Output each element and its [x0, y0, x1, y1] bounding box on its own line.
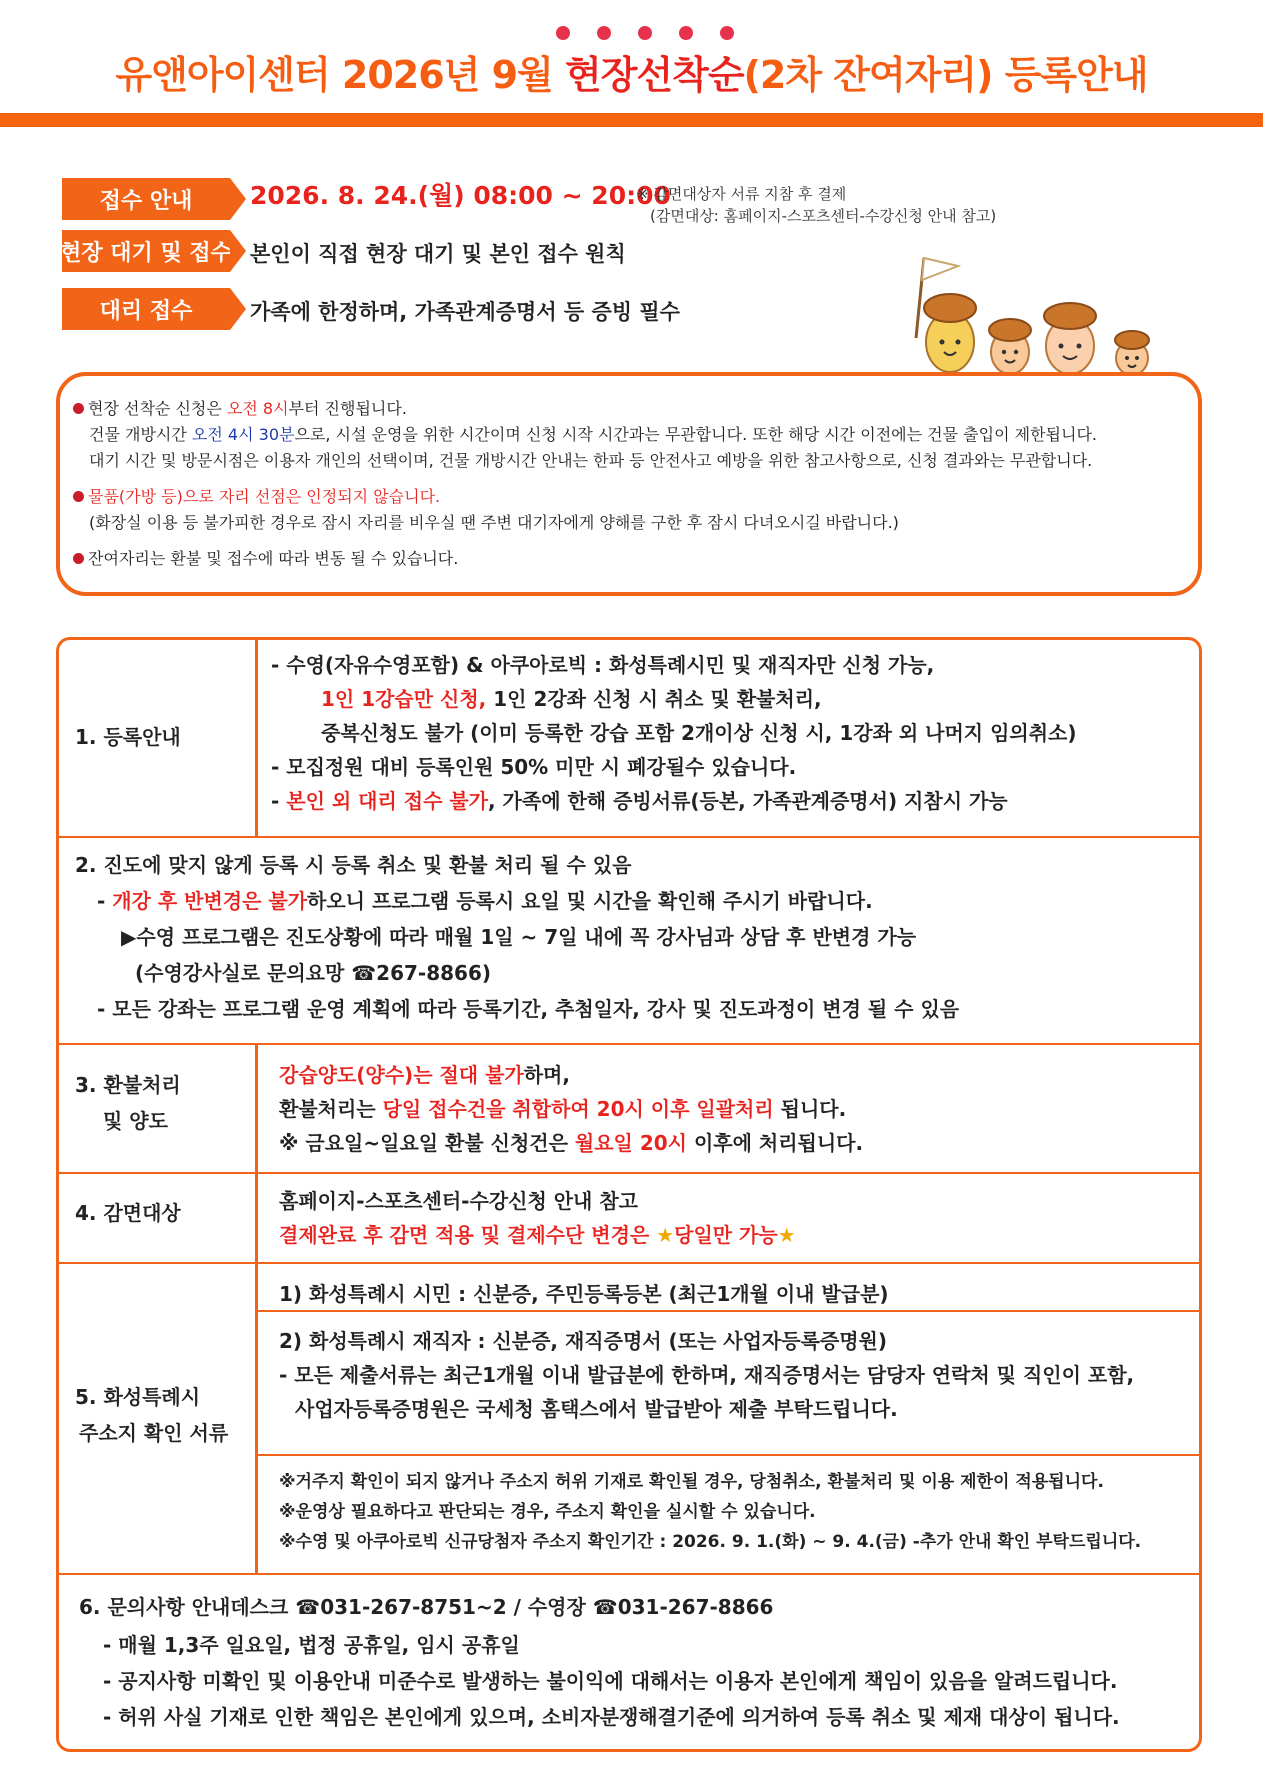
star-icon: ★ — [777, 1223, 796, 1247]
row-divider — [59, 1172, 1199, 1174]
notice-text: 건물 개방시간 — [89, 425, 192, 444]
s1-text: , 가족에 한해 증빙서류(등본, 가족관계증명서) 지참시 가능 — [488, 789, 1008, 813]
notice-item-1 — [73, 396, 1192, 422]
section-3-label-line-2: 및 양도 — [103, 1109, 168, 1133]
s6-line-3: - 공지사항 미확인 및 이용안내 미준수로 발생하는 불이익에 대해서는 이용자 본인에게 책임이 있음을 알려드립니다. — [103, 1669, 1118, 1693]
registration-info-table — [56, 637, 1202, 1752]
s3-text: ※ 금요일~일요일 환불 신청건은 — [279, 1131, 575, 1155]
title-emphasis: 현장선착순 — [565, 53, 744, 97]
notice-text: 잔여자리는 환불 및 접수에 따라 변동 될 수 있습니다. — [88, 549, 459, 568]
notice-item-2 — [73, 484, 1192, 510]
bullet-icon — [73, 553, 84, 564]
notice-highlight: 오전 8시 — [226, 399, 289, 418]
tag-reception-info: 접수 안내 — [62, 178, 230, 220]
notice-box — [56, 372, 1202, 596]
acorn-character-4 — [1115, 331, 1149, 375]
s2-line-5: - 모든 강좌는 프로그램 운영 계획에 따라 등록기간, 추첨일자, 강사 및 진도과정이 변경 될 수 있음 — [97, 997, 960, 1021]
s4-line-1: 홈페이지-스포츠센터-수강신청 안내 참고 — [279, 1189, 638, 1213]
s5-b-line-1: 2) 화성특례시 재직자 : 신분증, 재직증명서 (또는 사업자등록증명원) — [279, 1329, 887, 1353]
bullet-icon — [73, 403, 84, 414]
section-5-label-line-2: 주소지 확인 서류 — [79, 1421, 229, 1445]
title-underline-bar — [0, 113, 1263, 127]
s2-line-4: (수영강사실로 문의요망 ☎267-8866) — [135, 961, 492, 985]
s2-highlight: 개강 후 반변경은 불가 — [112, 889, 308, 913]
row-divider — [59, 836, 1199, 838]
s6-line-2: - 매월 1,3주 일요일, 법정 공휴일, 임시 공휴일 — [103, 1633, 520, 1657]
notice-text: 부터 진행됩니다. — [288, 399, 407, 418]
s1-text: - — [271, 789, 287, 813]
row-divider — [59, 1043, 1199, 1045]
s5-a-line-1: 1) 화성특례시 시민 : 신분증, 주민등록등본 (최근1개월 이내 발급분) — [279, 1282, 889, 1306]
tag-proxy-reception: 대리 접수 — [62, 288, 230, 330]
s1-line-1: - 수영(자유수영포함) & 아쿠아로빅 : 화성특례시민 및 재직자만 신청 가능, — [271, 653, 935, 677]
section-1-label: 1. 등록안내 — [75, 725, 181, 749]
acorn-mascots-illustration — [910, 250, 1170, 375]
reception-datetime: 2026. 8. 24.(월) 08:00 ~ 20:00 — [250, 181, 671, 210]
s5-b-line-2: - 모든 제출서류는 최근1개월 이내 발급분에 한하며, 재직증명서는 담당자 연락처 및 직인이 포함, — [279, 1363, 1135, 1387]
s6-line-1: 6. 문의사항 안내데스크 ☎031-267-8751~2 / 수영장 ☎031-267-8866 — [79, 1595, 774, 1619]
s2-line-3: ▶수영 프로그램은 진도상황에 따라 매월 1일 ~ 7일 내에 꼭 강사님과 상담 후 반변경 가능 — [121, 925, 917, 949]
notice-item-2-line-2: (화장실 이용 등 불가피한 경우로 잠시 자리를 비우실 땐 주변 대기자에게 양해를 구한 후 잠시 다녀오시길 바랍니다.) — [89, 513, 899, 532]
row-divider — [59, 1573, 1199, 1575]
s3-line-1 — [279, 1058, 570, 1092]
s1-line-4: - 모집정원 대비 등록인원 50% 미만 시 폐강될수 있습니다. — [271, 755, 797, 779]
s3-highlight: 월요일 20시 — [574, 1131, 687, 1155]
s6-line-4: - 허위 사실 기재로 인한 책임은 본인에게 있으며, 소비자분쟁해결기준에 의거하여 등록 취소 및 제재 대상이 됩니다. — [103, 1705, 1120, 1729]
notice-item-3 — [73, 546, 1192, 572]
column-divider — [255, 640, 258, 837]
row-divider — [255, 1310, 1202, 1312]
s3-text: 됩니다. — [773, 1097, 847, 1121]
s1-line-2 — [321, 682, 822, 716]
s4-line-2 — [279, 1218, 796, 1252]
star-icon: ★ — [656, 1223, 675, 1247]
proxy-reception-text: 가족에 한정하며, 가족관계증명서 등 증빙 필수 — [250, 300, 680, 324]
notice-highlight: 물품(가방 등)으로 자리 선점은 인정되지 않습니다. — [88, 487, 441, 506]
section-3-label-line-1: 3. 환불처리 — [75, 1073, 181, 1097]
acorn-character-2 — [989, 319, 1031, 374]
s3-text: 이후에 처리됩니다. — [686, 1131, 864, 1155]
reception-note-1: ※ 감면대상자 서류 지참 후 결제 — [636, 185, 847, 203]
acorn-character-3 — [1044, 303, 1096, 374]
s3-line-3 — [279, 1126, 863, 1160]
s1-text: 1인 2강좌 신청 시 취소 및 환불처리, — [486, 687, 822, 711]
s5-c-line-2: ※운영상 필요하다고 판단되는 경우, 주소지 확인을 실시할 수 있습니다. — [279, 1502, 816, 1522]
bullet-icon — [73, 491, 84, 502]
title-part1: 유앤아이센터 2026년 9월 — [115, 53, 565, 97]
notice-highlight-blue: 오전 4시 30분 — [191, 425, 295, 444]
notice-text: 으로, 시설 운영을 위한 시간이며 신청 시작 시간과는 무관합니다. 또한 해당 시간 이전에는 건물 출입이 제한됩니다. — [294, 425, 1097, 444]
s2-text: 하오니 프로그램 등록시 요일 및 시간을 확인해 주시기 바랍니다. — [307, 889, 873, 913]
s4-highlight: 당일만 가능 — [674, 1223, 778, 1247]
s2-line-1: 2. 진도에 맞지 않게 등록 시 등록 취소 및 환불 처리 될 수 있음 — [75, 853, 632, 877]
notice-item-1-line-3: 대기 시간 및 방문시점은 이용자 개인의 선택이며, 건물 개방시간 안내는 한파 등 안전사고 예방을 위한 참고사항으로, 신청 결과와는 무관합니다. — [89, 451, 1093, 470]
s3-text: 환불처리는 — [279, 1097, 383, 1121]
s2-line-2 — [97, 884, 873, 918]
s3-highlight: 강습양도(양수)는 절대 불가 — [279, 1063, 524, 1087]
section-4-label: 4. 감면대상 — [75, 1201, 181, 1225]
s1-line-5 — [271, 784, 1008, 818]
reception-note-2: (감면대상: 홈페이지-스포츠센터-수강신청 안내 참고) — [650, 207, 997, 225]
title-part2: (2차 잔여자리) 등록안내 — [743, 53, 1148, 97]
s3-line-2 — [279, 1092, 846, 1126]
s3-text: 하며, — [523, 1063, 570, 1087]
s5-b-line-3: 사업자등록증명원은 국세청 홈택스에서 발급받아 제출 부탁드립니다. — [295, 1397, 898, 1421]
notice-text: 현장 선착순 신청은 — [88, 399, 227, 418]
row-divider — [59, 1262, 1199, 1264]
s5-c-line-1: ※거주지 확인이 되지 않거나 주소지 허위 기재로 확인될 경우, 당첨취소, 환불처리 및 이용 제한이 적용됩니다. — [279, 1472, 1104, 1492]
s2-text: - — [97, 889, 113, 913]
s4-highlight: 결제완료 후 감면 적용 및 결제수단 변경은 — [279, 1223, 657, 1247]
tag-onsite-waiting: 현장 대기 및 접수 — [62, 230, 230, 272]
notice-item-1-line-2 — [73, 422, 1192, 448]
emphasis-dots — [556, 26, 736, 42]
row-divider — [255, 1454, 1202, 1456]
page-title — [0, 44, 1263, 99]
acorn-character-1 — [924, 294, 976, 372]
section-5-label-line-1: 5. 화성특례시 — [75, 1385, 201, 1409]
s1-highlight: 1인 1강습만 신청, — [321, 687, 487, 711]
column-divider — [255, 1044, 258, 1574]
s1-highlight: 본인 외 대리 접수 불가 — [286, 789, 488, 813]
s5-c-line-3: ※수영 및 아쿠아로빅 신규당첨자 주소지 확인기간 : 2026. 9. 1.(화) ~ 9. 4.(금) -추가 안내 확인 부탁드립니다. — [279, 1532, 1142, 1552]
onsite-waiting-text: 본인이 직접 현장 대기 및 본인 접수 원칙 — [250, 242, 626, 266]
s1-line-3: 중복신청도 불가 (이미 등록한 강습 포함 2개이상 신청 시, 1강좌 외 나머지 임의취소) — [321, 721, 1077, 745]
s3-highlight: 당일 접수건을 취합하여 20시 이후 일괄처리 — [382, 1097, 774, 1121]
